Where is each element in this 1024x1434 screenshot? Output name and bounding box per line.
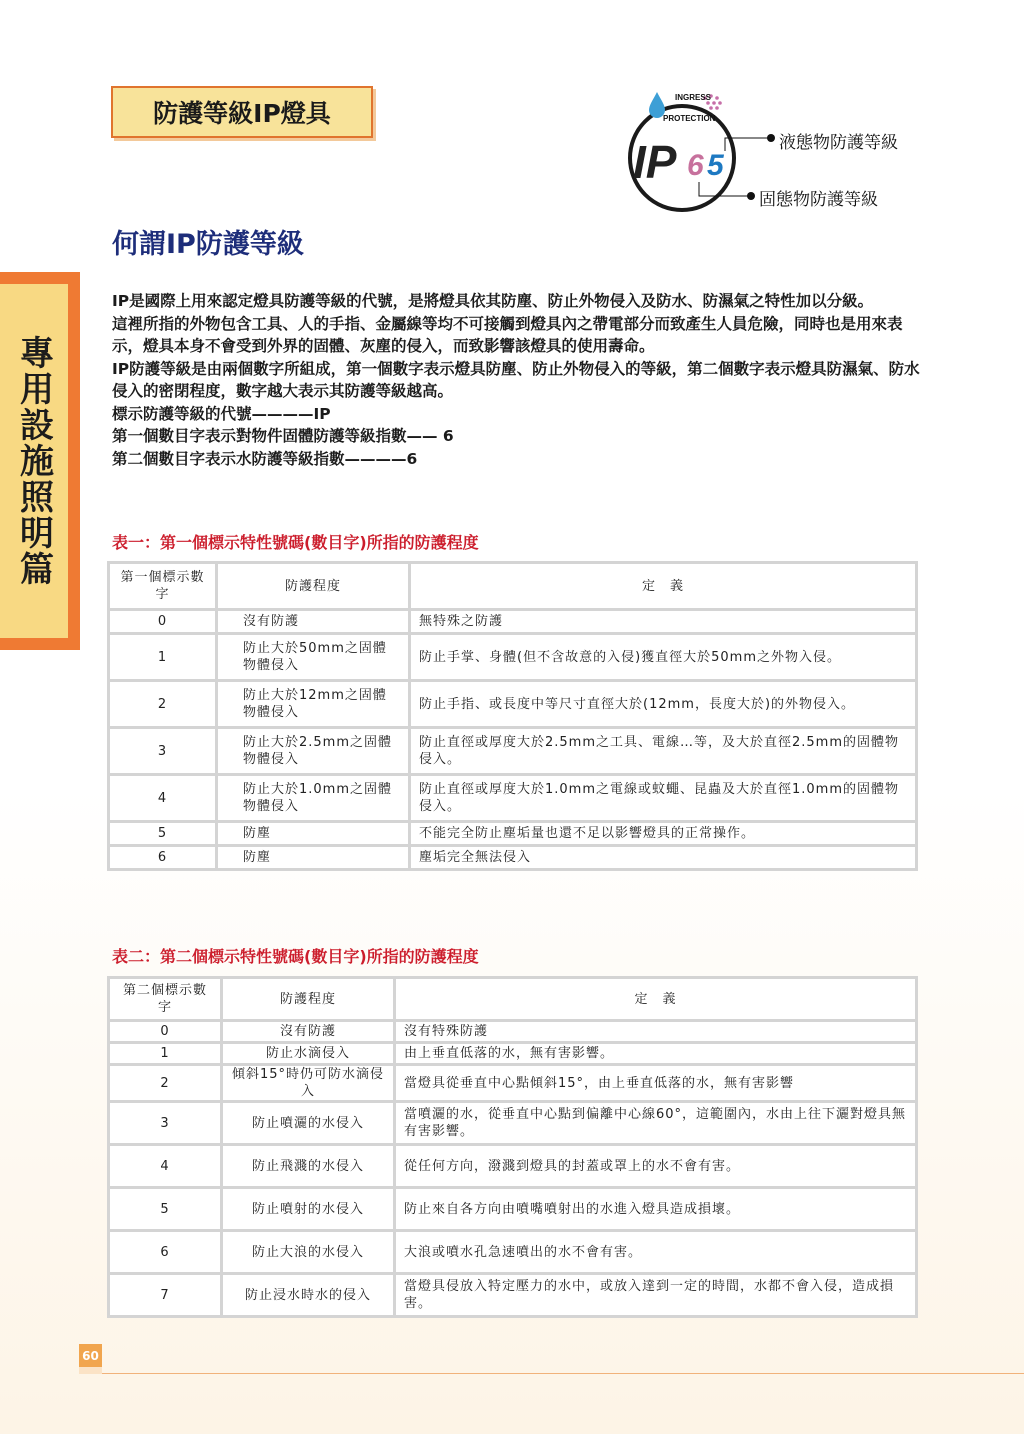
table-cell: 防止浸水時水的侵入	[223, 1275, 393, 1315]
table-header-cell: 防護程度	[223, 979, 393, 1019]
table-row	[110, 1232, 915, 1272]
table-cell: 防止噴灑的水侵入	[223, 1103, 393, 1143]
table-row	[110, 776, 915, 820]
table-row	[110, 1189, 915, 1229]
table-header-cell: 第二個標示數字	[110, 979, 220, 1019]
side-tab	[0, 272, 80, 650]
table-row	[110, 729, 915, 773]
table-cell: 3	[110, 1103, 220, 1143]
table2-title: 表二：第二個標示特性號碼(數目字)所指的防護程度	[112, 947, 479, 966]
table-row	[110, 611, 915, 632]
ip-digit-2: 5	[707, 149, 724, 182]
table-row	[110, 635, 915, 679]
table-header-cell: 第一個標示數字	[110, 564, 215, 608]
table-row	[110, 1103, 915, 1143]
table-cell: 由上垂直低落的水，無有害影響。	[396, 1044, 915, 1063]
table-cell: 4	[110, 776, 215, 820]
table-row	[110, 823, 915, 844]
table-cell: 沒有特殊防護	[396, 1022, 915, 1041]
solid-protection-label: 固態物防護等級	[759, 190, 878, 210]
table-cell: 防止水滴侵入	[223, 1044, 393, 1063]
table-cell: 防止直徑或厚度大於1.0mm之電線或蚊蠅、昆蟲及大於直徑1.0mm的固體物侵入。	[411, 776, 915, 820]
table-header-cell: 定 義	[396, 979, 915, 1019]
table-row	[110, 1275, 915, 1315]
table-cell: 大浪或噴水孔急速噴出的水不會有害。	[396, 1232, 915, 1272]
table-cell: 6	[110, 1232, 220, 1272]
table-cell: 防止大浪的水侵入	[223, 1232, 393, 1272]
table-cell: 6	[110, 847, 215, 868]
table1-title: 表一：第一個標示特性號碼(數目字)所指的防護程度	[112, 533, 479, 552]
table-cell: 5	[110, 1189, 220, 1229]
table-cell: 防止大於12mm之固體物體侵入	[218, 682, 408, 726]
table-row	[110, 1044, 915, 1063]
table-cell: 7	[110, 1275, 220, 1315]
intro-paragraph: 這裡所指的外物包含工具、人的手指、金屬線等均不可接觸到燈具內之帶電部分而致產生人員危險，同時也是用來表示，燈具本身不會受到外界的固體、灰塵的侵入，而致影響該燈具的使用壽命。	[112, 314, 903, 355]
intro-paragraph: IP是國際上用來認定燈具防護等級的代號，是將燈具依其防塵、防止外物侵入及防水、防濕氣之特性加以分級。	[112, 292, 874, 310]
table-cell: 防止來自各方向由噴嘴噴射出的水進入燈具造成損壞。	[396, 1189, 915, 1229]
table1	[107, 561, 918, 871]
ring-bottom-text: PROTECTION	[663, 114, 716, 123]
table-cell: 1	[110, 635, 215, 679]
side-tab-label: 專用設施照明篇	[13, 335, 54, 587]
table-cell: 防止大於50mm之固體物體侵入	[218, 635, 408, 679]
table-header-row	[110, 564, 915, 608]
table-cell: 無特殊之防護	[411, 611, 915, 632]
footer-rule	[102, 1373, 1024, 1374]
table-cell: 防止噴射的水侵入	[223, 1189, 393, 1229]
table-cell: 4	[110, 1146, 220, 1186]
table-cell: 沒有防護	[218, 611, 408, 632]
table-cell: 2	[110, 682, 215, 726]
intro-paragraph: IP防護等級是由兩個數字所組成，第一個數字表示燈具防塵、防止外物侵入的等級，第二個數字表示燈具防濕氣、防水侵入的密閉程度，數字越大表示其防護等級越高。	[112, 359, 920, 400]
table-cell: 防塵	[218, 847, 408, 868]
table-cell: 0	[110, 1022, 220, 1041]
header-title: 防護等級IP燈具	[111, 86, 373, 138]
table-header-cell: 防護程度	[218, 564, 408, 608]
intro-line: 第二個數目字表示水防護等級指數————6	[112, 449, 418, 468]
table-cell: 防止手掌、身體(但不含故意的入侵)獲直徑大於50mm之外物入侵。	[411, 635, 915, 679]
table-cell: 0	[110, 611, 215, 632]
table-cell: 傾斜15°時仍可防水滴侵入	[223, 1066, 393, 1100]
table-cell: 防塵	[218, 823, 408, 844]
table-row	[110, 682, 915, 726]
ip-text: IP	[633, 136, 677, 188]
ip65-logo	[627, 80, 927, 220]
table-cell: 3	[110, 729, 215, 773]
intro-line: 標示防護等級的代號————IP	[112, 404, 331, 423]
table-row	[110, 1022, 915, 1041]
table-cell: 塵垢完全無法侵入	[411, 847, 915, 868]
table-cell: 防止大於1.0mm之固體物體侵入	[218, 776, 408, 820]
table-cell: 1	[110, 1044, 220, 1063]
table-cell: 當燈具從垂直中心點傾斜15°，由上垂直低落的水，無有害影響	[396, 1066, 915, 1100]
table-cell: 從任何方向，潑濺到燈具的封蓋或罩上的水不會有害。	[396, 1146, 915, 1186]
table-cell: 防止手指、或長度中等尺寸直徑大於(12mm，長度大於)的外物侵入。	[411, 682, 915, 726]
page-number: 60	[79, 1344, 102, 1367]
table-row	[110, 1146, 915, 1186]
intro-line: 第一個數目字表示對物件固體防護等級指數—— 6	[112, 427, 454, 445]
liquid-protection-label: 液態物防護等級	[779, 133, 898, 153]
table-row	[110, 1066, 915, 1100]
table-cell: 當燈具侵放入特定壓力的水中，或放入達到一定的時間，水都不會入侵，造成損害。	[396, 1275, 915, 1315]
intro-text	[112, 290, 922, 470]
table-header-row	[110, 979, 915, 1019]
table-cell: 2	[110, 1066, 220, 1100]
table2	[107, 976, 918, 1318]
table-cell: 防止飛濺的水侵入	[223, 1146, 393, 1186]
table-cell: 不能完全防止塵垢量也還不足以影響燈具的正常操作。	[411, 823, 915, 844]
table-header-cell: 定 義	[411, 564, 915, 608]
table-cell: 防止大於2.5mm之固體物體侵入	[218, 729, 408, 773]
ip-digit-1: 6	[687, 149, 704, 182]
ring-top-text: INGRESS	[675, 93, 712, 102]
table-cell: 當噴灑的水，從垂直中心點到偏離中心線60°，這範圍內，水由上往下灑對燈具無有害影響。	[396, 1103, 915, 1143]
table-row	[110, 847, 915, 868]
table-cell: 5	[110, 823, 215, 844]
table-cell: 沒有防護	[223, 1022, 393, 1041]
section-title: 何謂IP防護等級	[112, 229, 304, 260]
table-cell: 防止直徑或厚度大於2.5mm之工具、電線…等，及大於直徑2.5mm的固體物侵入。	[411, 729, 915, 773]
